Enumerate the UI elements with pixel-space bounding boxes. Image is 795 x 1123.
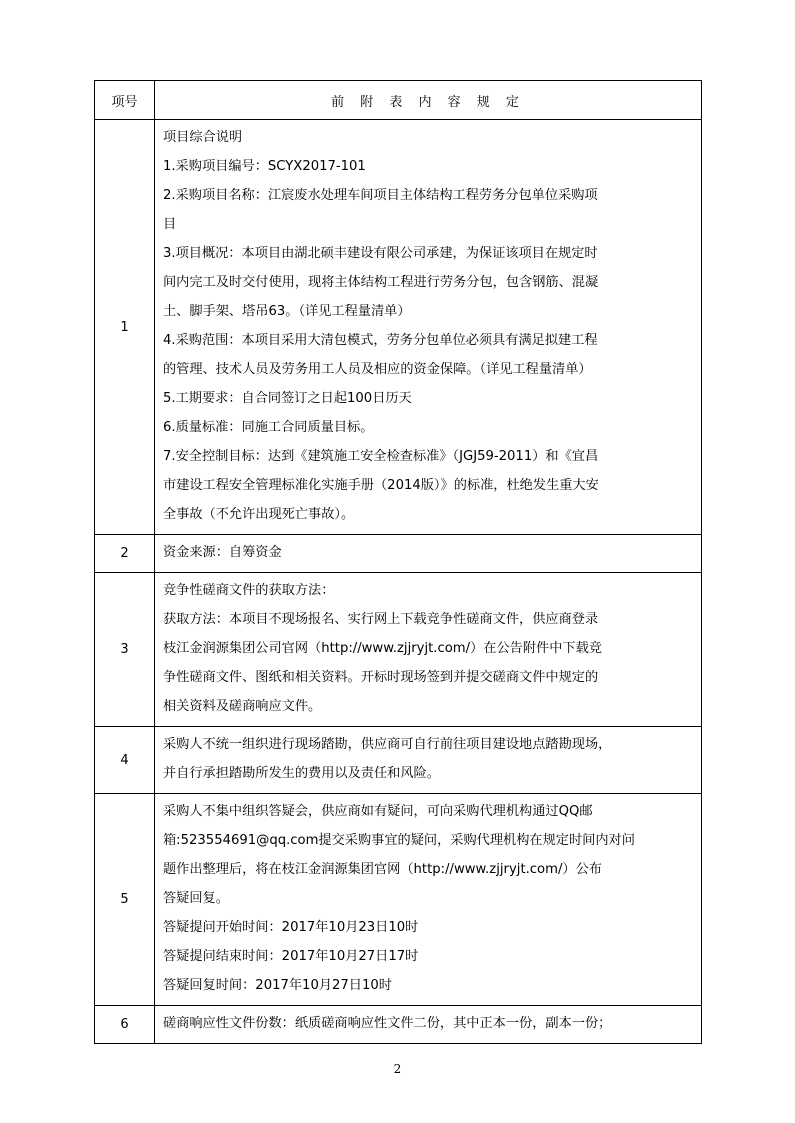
content-line: 土、脚手架、塔吊63。（详见工程量清单）: [163, 304, 411, 319]
table-header-row: [95, 81, 702, 120]
table-row: [95, 120, 702, 535]
content-line: 并自行承担踏勘所发生的费用以及责任和风险。: [163, 766, 440, 781]
content-line: 1.采购项目编号：SCYX2017-101: [163, 159, 366, 174]
content-line: 市建设工程安全管理标准化实施手册（2014版）》的标准，杜绝发生重大安: [163, 478, 599, 493]
content-line: 磋商响应性文件份数：纸质磋商响应性文件二份，其中正本一份，副本一份；: [163, 1016, 612, 1031]
item-content: [155, 120, 702, 535]
content-line: 7.安全控制目标：达到《建筑施工安全检查标准》（JGJ59-2011）和《宜昌: [163, 449, 599, 464]
page-number: 2: [393, 1062, 402, 1076]
content-line: 答疑提问开始时间：2017年10月23日10时: [163, 920, 419, 935]
content-line: 的管理、技术人员及劳务用工人员及相应的资金保障。（详见工程量清单）: [163, 362, 592, 377]
item-content: [155, 535, 702, 573]
content-line: 4.采购范围：本项目采用大清包模式，劳务分包单位必须具有满足拟建工程: [163, 333, 598, 348]
content-line: 资金来源：自筹资金: [163, 545, 282, 560]
content-line: 答疑回复时间：2017年10月27日10时: [163, 978, 392, 993]
item-number: 4: [95, 727, 155, 794]
content-line: 采购人不统一组织进行现场踏勘，供应商可自行前往项目建设地点踏勘现场，: [163, 737, 612, 752]
table-row: [95, 727, 702, 794]
table-row: [95, 794, 702, 1006]
item-number: 5: [95, 794, 155, 1006]
content-line: 采购人不集中组织答疑会，供应商如有疑问，可向采购代理机构通过QQ邮: [163, 804, 593, 819]
content-line: 答疑回复。: [163, 891, 229, 906]
content-line: 5.工期要求：自合同签订之日起100日历天: [163, 391, 412, 406]
item-content: [155, 573, 702, 727]
content-line: 获取方法：本项目不现场报名、实行网上下载竞争性磋商文件，供应商登录: [163, 612, 599, 627]
item-content: [155, 727, 702, 794]
content-line: 3.项目概况：本项目由湖北硕丰建设有限公司承建，为保证该项目在规定时: [163, 246, 598, 261]
content-line: 竞争性磋商文件的获取方法：: [163, 583, 335, 598]
content-line: 间内完工及时交付使用，现将主体结构工程进行劳务分包，包含钢筋、混凝: [163, 275, 599, 290]
content-line: 全事故（不允许出现死亡事故）。: [163, 507, 355, 522]
content-line: 枝江金润源集团公司官网（http://www.zjjryjt.com/）在公告附件中下载竞: [163, 641, 602, 656]
content-line: 答疑提问结束时间：2017年10月27日17时: [163, 949, 419, 964]
header-item-number: 项号: [95, 81, 155, 120]
table-row: [95, 535, 702, 573]
content-line: 项目综合说明: [163, 130, 243, 145]
content-line: 相关资料及磋商响应文件。: [163, 699, 322, 714]
item-number: 6: [95, 1006, 155, 1044]
content-line: 箱:523554691@qq.com提交采购事宜的疑问，采购代理机构在规定时间内对问: [163, 833, 635, 848]
item-number: 2: [95, 535, 155, 573]
content-line: 题作出整理后，将在枝江金润源集团官网（http://www.zjjryjt.com/）公布: [163, 862, 602, 877]
content-line: 6.质量标准：同施工合同质量目标。: [163, 420, 374, 435]
item-number: 1: [95, 120, 155, 535]
table-row: [95, 1006, 702, 1044]
table-row: [95, 573, 702, 727]
front-matter-table: [94, 80, 702, 1044]
content-line: 2.采购项目名称：江宸废水处理车间项目主体结构工程劳务分包单位采购项: [163, 188, 598, 203]
content-line: 争性磋商文件、图纸和相关资料。开标时现场签到并提交磋商文件中规定的: [163, 670, 599, 685]
item-number: 3: [95, 573, 155, 727]
header-content-spec: 前 附 表 内 容 规 定: [155, 81, 702, 120]
item-content: [155, 1006, 702, 1044]
content-line: 目: [163, 217, 177, 232]
item-content: [155, 794, 702, 1006]
